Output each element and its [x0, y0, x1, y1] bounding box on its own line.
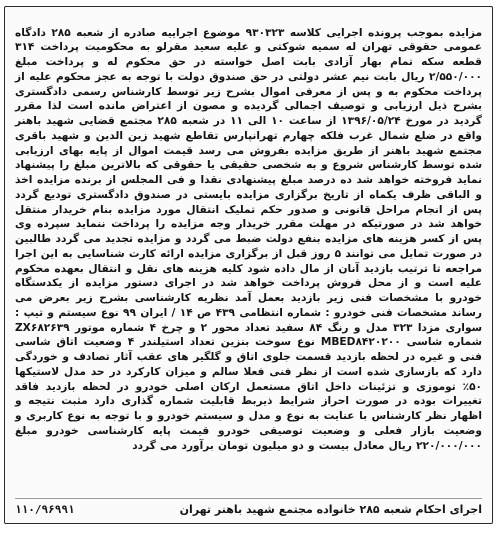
notice-code: ۱۱۰/۹۶۹۹۱: [15, 503, 75, 516]
notice-footer: [15, 503, 482, 516]
notice-body-text: مزایده بموجب پرونده اجرایی کلاسه ۹۳۰۳۲۳ موضوع اجراییه صادره از شعبه ۲۸۵ دادگاه عمومی حقوقی تهران له سمیه شوکتی و علیه سعید مقرلو به محکومیت پرداخت ۳۱۴ قطعه سکه تمام بهار آزادی بابت اصل خواسته در حق محکوم له و پرداخت مبلغ ۲/۵۵۰/۰۰۰ ریال بابت نیم عشر دولتی در حق صندوق دولت با توجه به عجز محکوم علیه از پرداخت محکوم به و پس از معرفی اموال بشرح زیر توسط کارشناس رسمی دادگستری بشرح ذیل ارزیابی و توصیف اجمالی گردیده و مصون از اعتراض مانده است لذا مقرر گردید در مورخ ۱۳۹۶/۰۵/۲۴ از ساعت ۱۰ الی ۱۱ در شعبه ۲۸۵ مجتمع قضایی شهید باهنر واقع در ضلع شمال غرب فلکه چهارم تهرانپارس تقاطع شهید زین الدین و شهید باقری مجتمع شهید باهنر از طریق مزایده بفروش می رسد قیمت اموال از پایه بهای ارزیابی شده توسط کارشناس شروع و به شخصی حقیقی یا حقوقی که بالاترین مبلغ را پیشنهاد نماید فروخته خواهد شد ده درصد مبلغ پیشنهادی نقدا و فی المجلس از برنده مزایده اخذ و الباقی ظرف یکماه از تاریخ برگزاری مزایده بایستی در صندوق دادگستری تودیع گردد پس از انجام مراحل قانونی و صدور حکم تملیک انتقال مورد مزایده بنام خریدار منتقل خواهد شد در صورتیکه در مهلت مقرر خریدار وجه مزایده را پرداخت ننماید سپرده وی پس از کسر هزینه های مزایده بنفع دولت ضبط می گردد و مزایده تجدید می گردد طالبین در صورت تمایل می توانند ۵ روز قبل از برگزاری مزایده ارائه کارت شناسایی به این اجرا مراجعه تا ترتیب بازدید آنان از مال داده شود کلیه هزینه های نقل و انتقال بعهده محکوم علیه است و از محل فروش پرداخت خواهد شد در اجرای دستور مزایده از یکدستگاه خودرو با مشخصات فنی زیر بازدید بعمل آمد نظریه کارشناسی بشرح زیر بعرض می رساند مشخصات فنی خودرو : شماره انتظامی ۴۳۹ ص ۱۴ / ایران ۹۹ نوع سیستم و تیپ : سواری مزدا ۳۲۳ مدل و رنگ ۸۴ سفید تعداد محور ۲ و چرخ ۴ شماره موتور ZX۶۸۲۶۳۹ شماره شاسی MBED۸۴۲۰۲۰۰ نوع سوخت بنزین تعداد استیلندر ۴ وضعیت اتاق شاسی فنی و غیره در لحظه بازدید قسمت جلوی اتاق و گلگیر های عقب آثار تصادف و خوردگی دارد که بازسازی شده است از نظر فنی فعلا سالم و میزان کارکرد در حد مدل لاستیکها ۵۰٪ توموزی و تزئینات داخل اتاق مستعمل ارکان اصلی خودرو در لحظه بازدید فاقد تغییرات بوده در صورت احراز شرایط ذیربط قابلیت شماره گذاری دارد مثبت نتیجه و اظهار نظر کارشناس با عنایت به نوع و مدل و سیستم خودرو و با توجه به نوع کاربری و وضعیت بازار فعلی و وضعیت توصیفی خودرو قیمت پایه کارشناسی خودرو مبلغ ۲۲۰/۰۰۰/۰۰۰ ریال معادل بیست و دو میلیون تومان برآورد می گردد: [15, 26, 483, 452]
footer-divider: [15, 498, 482, 499]
notice-frame: [4, 6, 493, 524]
issuer-name: اجرای احکام شعبه ۲۸۵ خانواده مجتمع شهید باهنر تهران: [179, 503, 482, 516]
